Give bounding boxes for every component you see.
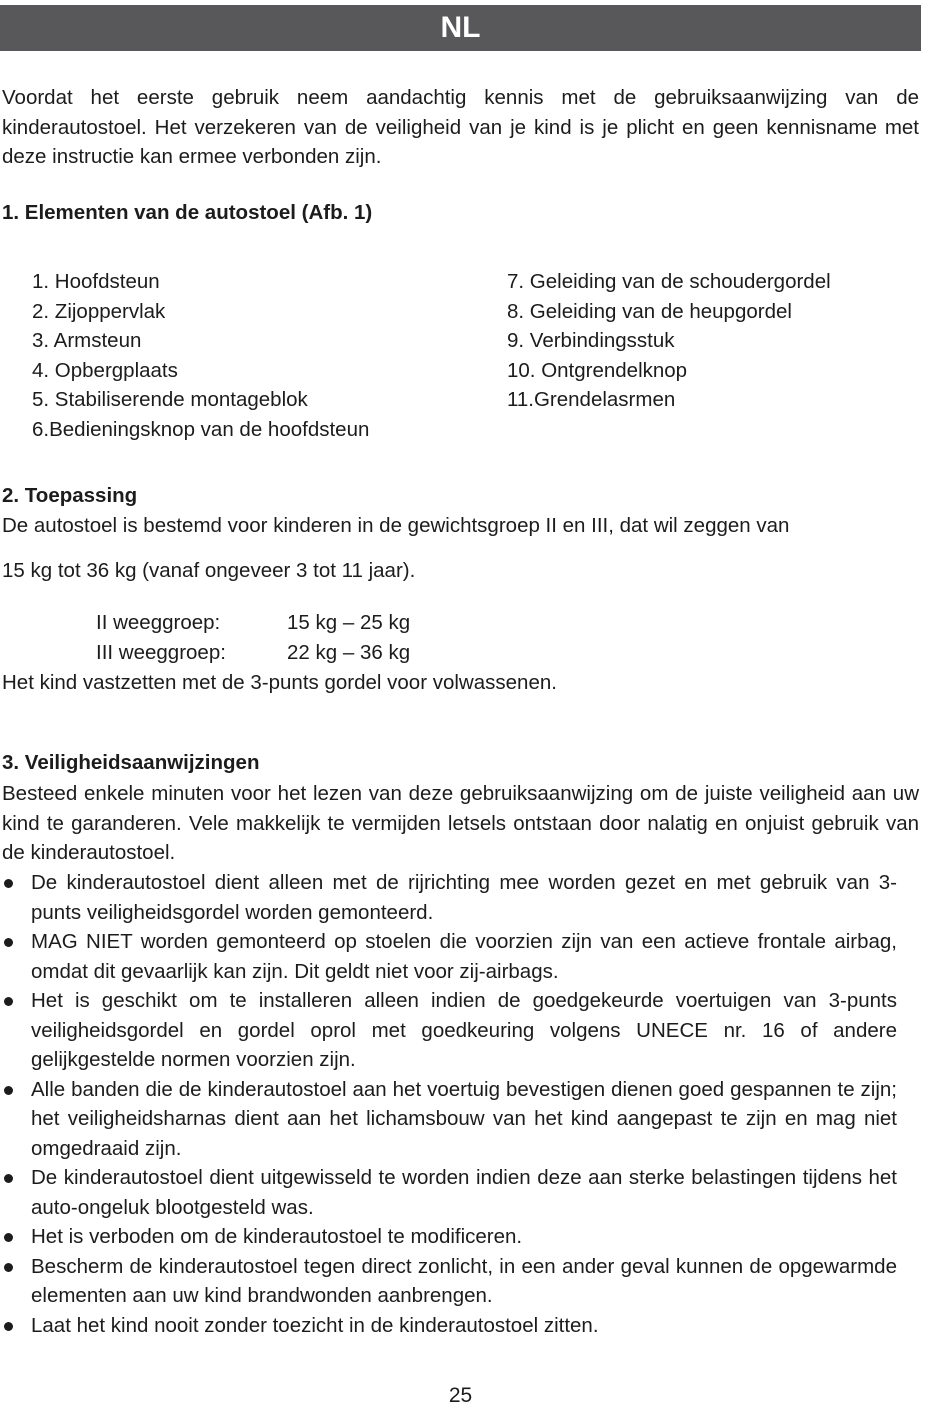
weight-group-label: II weeggroep:	[96, 611, 221, 634]
language-header: NL	[0, 5, 921, 51]
intro-paragraph: Voordat het eerste gebruik neem aandachtig kennis met de gebruiksaanwijzing van de kinderautostoel. Het verzekeren van de veiligheid van je kind is je plicht en geen kennisname met deze instructie kan ermee verbonden zijn.	[2, 86, 919, 168]
bullet-icon	[4, 879, 13, 888]
elements-list-left	[32, 267, 369, 444]
bullet-icon	[4, 1263, 13, 1272]
list-item: De kinderautostoel dient alleen met de rijrichting mee worden gezet en met gebruik van 3-punts veiligheidsgordel worden gemonteerd.	[0, 868, 897, 927]
list-item: 8. Geleiding van de heupgordel	[507, 299, 792, 323]
section-2-title: 2. Toepassing	[2, 484, 138, 507]
weight-group-range: 15 kg – 25 kg	[287, 611, 411, 634]
bullet-icon	[4, 1322, 13, 1331]
bullet-icon	[4, 997, 13, 1006]
list-item: 11.Grendelasrmen	[507, 388, 676, 411]
belt-note: Het kind vastzetten met de 3-punts gordel voor volwassenen.	[2, 671, 557, 694]
weight-group-label: III weeggroep:	[96, 641, 226, 664]
list-item: Laat het kind nooit zonder toezicht in de kinderautostoel zitten.	[0, 1311, 897, 1341]
bullet-icon	[4, 1174, 13, 1183]
list-item: 10. Ontgrendelknop	[507, 358, 688, 382]
list-item: 4. Opbergplaats	[32, 358, 178, 382]
bullet-icon	[4, 938, 13, 947]
list-item: 1. Hoofdsteun	[32, 270, 160, 293]
list-item: 5. Stabiliserende montageblok	[32, 388, 308, 411]
list-item: De kinderautostoel dient uitgewisseld te worden indien deze aan sterke belastingen tijdens het auto-ongeluk blootgesteld was.	[0, 1163, 897, 1222]
list-item: Het is verboden om de kinderautostoel te modificeren.	[0, 1222, 897, 1252]
bullet-icon	[4, 1086, 13, 1095]
list-item: MAG NIET worden gemonteerd op stoelen die voorzien zijn van een actieve frontale airbag, omdat dit gevaarlijk kan zijn. Dit geldt niet voor zij-airbags.	[0, 927, 897, 986]
section-3-title: 3. Veiligheidsaanwijzingen	[2, 751, 260, 774]
safety-intro: Besteed enkele minuten voor het lezen van deze gebruiksaanwijzing om de juiste veiligheid aan uw kind te garanderen. Vele makkelijk te vermijden letsels ontstaan door nalatig en onjuist gebruik van de kinderautostoel.	[2, 782, 919, 864]
list-item: Alle banden die de kinderautostoel aan het voertuig bevestigen dienen goed gespannen te zijn; het veiligheidsharnas dient aan het lichamsbouw van het kind aangepast te zijn en mag niet omgedraaid zijn.	[0, 1075, 897, 1164]
list-item: Bescherm de kinderautostoel tegen direct zonlicht, in een ander geval kunnen de opgewarmde elementen aan uw kind brandwonden aanbrengen.	[0, 1252, 897, 1311]
list-item: 7. Geleiding van de schoudergordel	[507, 270, 831, 293]
list-item: 2. Zijoppervlak	[32, 299, 166, 323]
application-line-2: 15 kg tot 36 kg (vanaf ongeveer 3 tot 11 jaar).	[2, 559, 416, 582]
list-item: 3. Armsteun	[32, 329, 142, 352]
list-item: 6.Bedieningsknop van de hoofdsteun	[32, 417, 370, 441]
bullet-icon	[4, 1233, 13, 1242]
page-number: 25	[448, 1384, 473, 1407]
safety-bullet-list	[0, 868, 897, 1340]
list-item: 9. Verbindingsstuk	[507, 329, 675, 352]
list-item: Het is geschikt om te installeren alleen indien de goedgekeurde voertuigen van 3-punts veiligheidsgordel en gordel oprol met goedkeuring volgens UNECE nr. 16 of andere gelijkgestelde normen voorzien zijn.	[0, 986, 897, 1075]
elements-list-right	[507, 267, 831, 415]
section-1-title: 1. Elementen van de autostoel (Afb. 1)	[2, 201, 373, 224]
application-line-1: De autostoel is bestemd voor kinderen in de gewichtsgroep II en III, dat wil zeggen van	[2, 514, 790, 537]
weight-group-range: 22 kg – 36 kg	[287, 641, 411, 664]
